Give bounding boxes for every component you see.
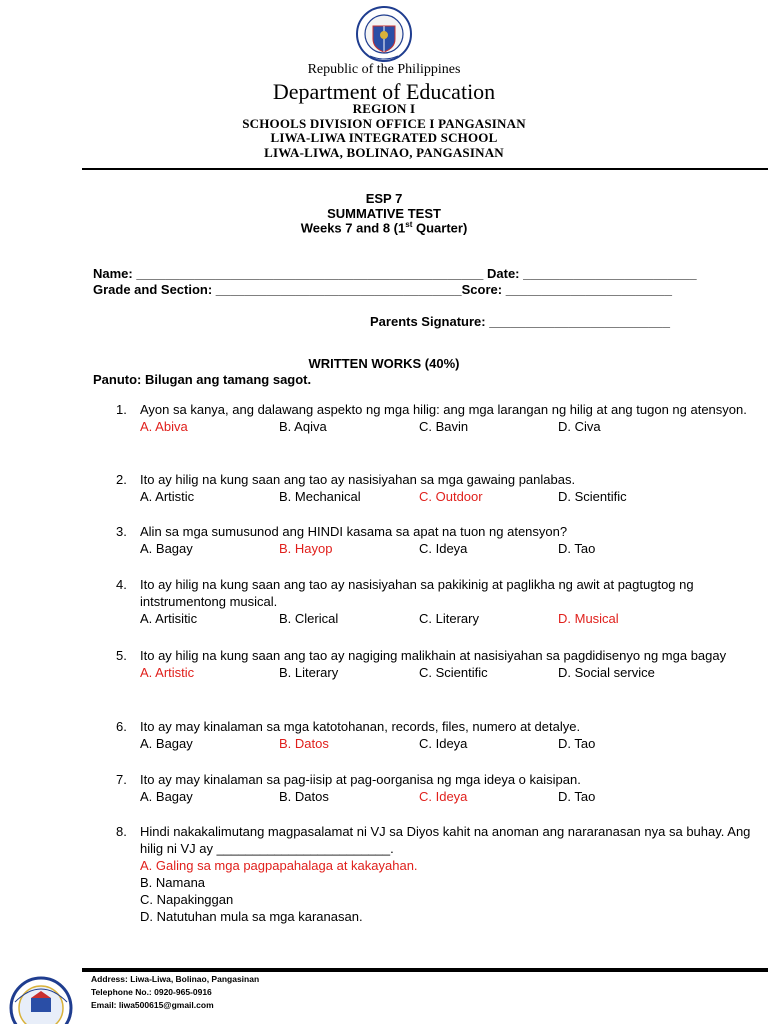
department-name: Department of Education xyxy=(272,79,496,104)
options-row xyxy=(140,488,756,505)
instruction: Panuto: Bilugan ang tamang sagot. xyxy=(93,372,312,387)
answer-option[interactable]: A. Artistic xyxy=(140,489,195,504)
deped-seal-logo xyxy=(356,6,412,62)
name-date-field[interactable]: Name: ________________________________________________ Date: ________________________ xyxy=(93,266,697,281)
options-row xyxy=(140,418,756,435)
header-divider xyxy=(82,168,768,170)
options-row xyxy=(140,664,756,681)
footer-telephone: Telephone No.: 0920-965-0916 xyxy=(91,987,212,997)
section-title: WRITTEN WORKS (40%) xyxy=(308,356,460,371)
question-item xyxy=(116,647,756,681)
footer-email[interactable]: Email: liwa500615@gmail.com xyxy=(91,1000,214,1010)
answer-option[interactable]: C. Scientific xyxy=(419,665,488,680)
question-stem: Ito ay may kinalaman sa mga katotohanan, records, files, numero at detalye. xyxy=(140,719,581,734)
answer-option[interactable]: B. Datos xyxy=(279,789,329,804)
question-stem: Ito ay hilig na kung saan ang tao ay nagiging malikhain at nasisiyahan sa pagdidisenyo ng mga bagay xyxy=(140,648,727,663)
answer-option[interactable]: D. Civa xyxy=(558,419,601,434)
answer-option[interactable]: B. Literary xyxy=(279,665,339,680)
answer-option[interactable]: C. Ideya xyxy=(419,736,468,751)
answer-option[interactable]: B. Mechanical xyxy=(279,489,361,504)
answer-option[interactable]: B. Aqiva xyxy=(279,419,327,434)
location-line: LIWA-LIWA, BOLINAO, PANGASINAN xyxy=(264,145,504,160)
question-stem: Ito ay hilig na kung saan ang tao ay nasisiyahan sa mga gawaing panlabas. xyxy=(140,472,576,487)
parents-signature-field[interactable]: Parents Signature: _________________________ xyxy=(370,314,670,329)
answer-option[interactable]: B. Namana xyxy=(140,875,206,890)
republic-line: Republic of the Philippines xyxy=(307,62,461,77)
question-item xyxy=(116,523,756,557)
answer-option[interactable]: A. Bagay xyxy=(140,541,193,556)
test-type: SUMMATIVE TEST xyxy=(327,206,441,221)
footer-address: Address: Liwa-Liwa, Bolinao, Pangasinan xyxy=(91,974,260,984)
answer-option[interactable]: D. Tao xyxy=(558,541,596,556)
answer-option[interactable]: C. Napakinggan xyxy=(140,892,234,907)
answer-option[interactable]: A. Galing sa mga pagpapahalaga at kakayahan. xyxy=(140,858,418,873)
question-number: 7. xyxy=(116,772,127,787)
answer-option[interactable]: C. Literary xyxy=(419,611,479,626)
answer-option[interactable]: A. Bagay xyxy=(140,736,193,751)
question-stem: Ito ay may kinalaman sa pag-iisip at pag-oorganisa ng mga ideya o kaisipan. xyxy=(140,772,581,787)
question-stem: Alin sa mga sumusunod ang HINDI kasama sa apat na tuon ng atensyon? xyxy=(140,524,568,539)
answer-option[interactable]: C. Ideya xyxy=(419,541,468,556)
grade-score-field[interactable]: Grade and Section: __________________________________Score: _______________________ xyxy=(93,282,672,297)
answer-option[interactable]: B. Datos xyxy=(279,736,329,751)
question-stem: Ito ay hilig na kung saan ang tao ay nasisiyahan sa pakikinig at paglikha ng awit at pagtugtog ng intstrumentong musical. xyxy=(140,577,694,609)
school-line: LIWA-LIWA INTEGRATED SCHOOL xyxy=(270,130,498,145)
question-stem: Hindi nakakalimutang magpasalamat ni VJ sa Diyos kahit na anoman ang nararanasan nya sa buhay. Ang hilig ni VJ ay ________________________. xyxy=(140,824,751,856)
question-item xyxy=(116,718,756,752)
answer-option[interactable]: A. Artisitic xyxy=(140,611,198,626)
answer-option[interactable]: D. Natutuhan mula sa mga karanasan. xyxy=(140,909,363,924)
question-number: 2. xyxy=(116,472,127,487)
answer-option[interactable]: B. Hayop xyxy=(279,541,333,556)
answer-option[interactable]: D. Musical xyxy=(558,611,619,626)
question-item xyxy=(116,401,756,435)
question-number: 4. xyxy=(116,577,127,592)
question-number: 6. xyxy=(116,719,127,734)
answer-option[interactable]: D. Tao xyxy=(558,789,596,804)
subject-title: ESP 7 xyxy=(365,191,403,206)
answer-option[interactable]: D. Scientific xyxy=(558,489,627,504)
question-stem: Ayon sa kanya, ang dalawang aspekto ng mga hilig: ang mga larangan ng hilig at ang tugon ng atensyon. xyxy=(140,402,747,417)
options-row xyxy=(140,735,756,752)
answer-option[interactable]: C. Outdoor xyxy=(419,489,483,504)
question-item xyxy=(116,771,756,805)
weeks-line: Weeks 7 and 8 (1st Quarter) xyxy=(300,220,468,236)
question-number: 8. xyxy=(116,824,127,839)
answer-option[interactable]: C. Ideya xyxy=(419,789,468,804)
question-number: 1. xyxy=(116,402,127,417)
answer-option[interactable]: A. Bagay xyxy=(140,789,193,804)
options-row xyxy=(140,610,756,627)
options-row xyxy=(140,788,756,805)
answer-option[interactable]: D. Social service xyxy=(558,665,655,680)
answer-option[interactable]: A. Abiva xyxy=(140,419,188,434)
question-number: 3. xyxy=(116,524,127,539)
question-item xyxy=(116,576,756,627)
question-item xyxy=(116,471,756,505)
answer-option[interactable]: C. Bavin xyxy=(419,419,469,434)
options-row xyxy=(140,540,756,557)
school-logo xyxy=(5,972,77,1024)
answer-option[interactable]: B. Clerical xyxy=(279,611,339,626)
answer-option[interactable]: D. Tao xyxy=(558,736,596,751)
region-line: REGION I xyxy=(352,101,416,116)
division-line: SCHOOLS DIVISION OFFICE I PANGASINAN xyxy=(242,116,526,131)
question-item xyxy=(116,823,756,925)
footer-divider xyxy=(82,968,768,972)
answer-option[interactable]: A. Artistic xyxy=(140,665,195,680)
question-number: 5. xyxy=(116,648,127,663)
